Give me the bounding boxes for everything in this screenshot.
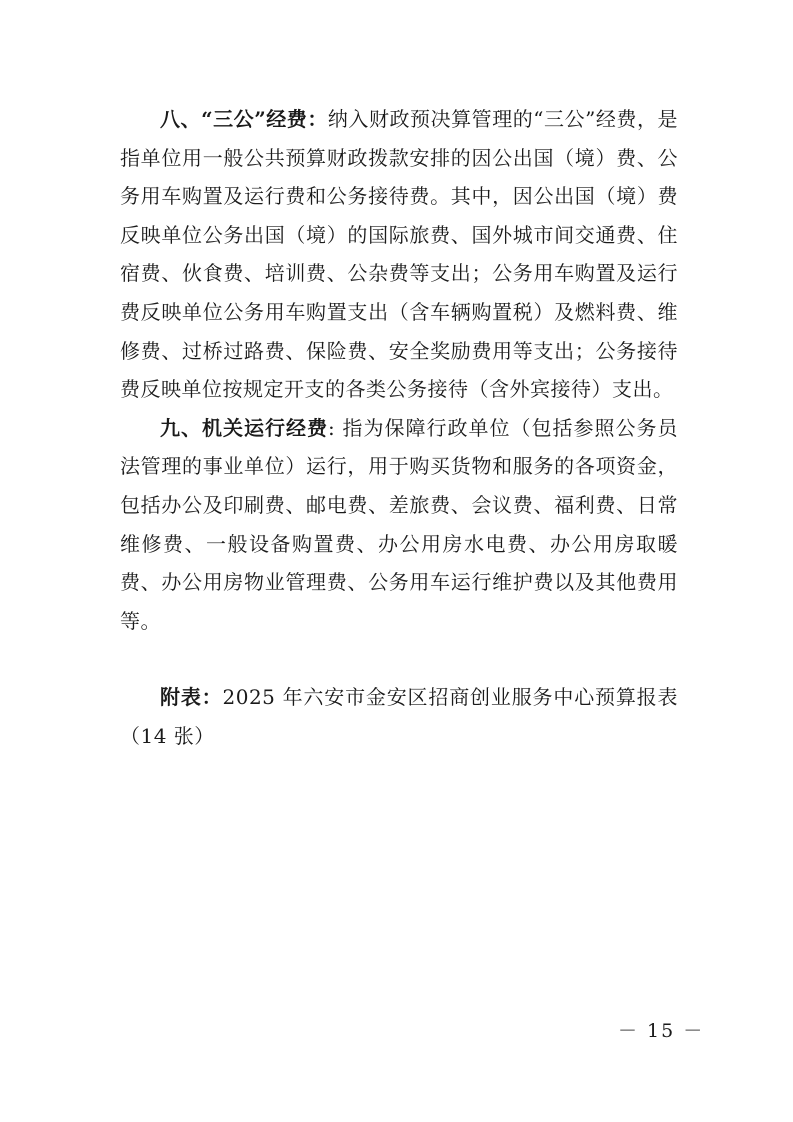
section-body: 纳入财政预决算管理的“三公”经费，是指单位用一般公共预算财政拨款安排的因公出国（境）费、公务用车购置及运行费和公务接待费。其中，因公出国（境）费反映单位公务出国（境）的国际旅费、国外城市间交通费、住宿费、伙食费、培训费、公杂费等支出；公务用车购置及运行费反映单位公务用车购置支出（含车辆购置税）及燃料费、维修费、过桥过路费、保险费、安全奖励费用等支出；公务接待费反映单位按规定开支的各类公务接待（含外宾接待）支出。 (120, 107, 678, 402)
document-body (120, 100, 678, 756)
section-three-public-expenses (120, 100, 678, 409)
section-body: : 指为保障行政单位（包括参照公务员法管理的事业单位）运行，用于购买货物和服务的各项资金，包括办公及印刷费、邮电费、差旅费、会议费、福利费、日常维修费、一般设备购置费、办公用房水电费、办公用房取暖费、办公用房物业管理费、公务用车运行维护费以及其他费用等。 (120, 415, 678, 633)
page-number: － 15 － (618, 1020, 705, 1042)
section-agency-operating-expenses (120, 409, 678, 641)
attachment-note (120, 678, 678, 755)
section-heading: 八、“三公”经费： (160, 107, 328, 131)
attachment-label: 附表： (160, 685, 223, 710)
section-heading: 九、机关运行经费 (160, 415, 328, 440)
attachment-text: 2025 年六安市金安区招商创业服务中心预算报表（14 张） (120, 685, 679, 748)
spacer (120, 640, 678, 678)
